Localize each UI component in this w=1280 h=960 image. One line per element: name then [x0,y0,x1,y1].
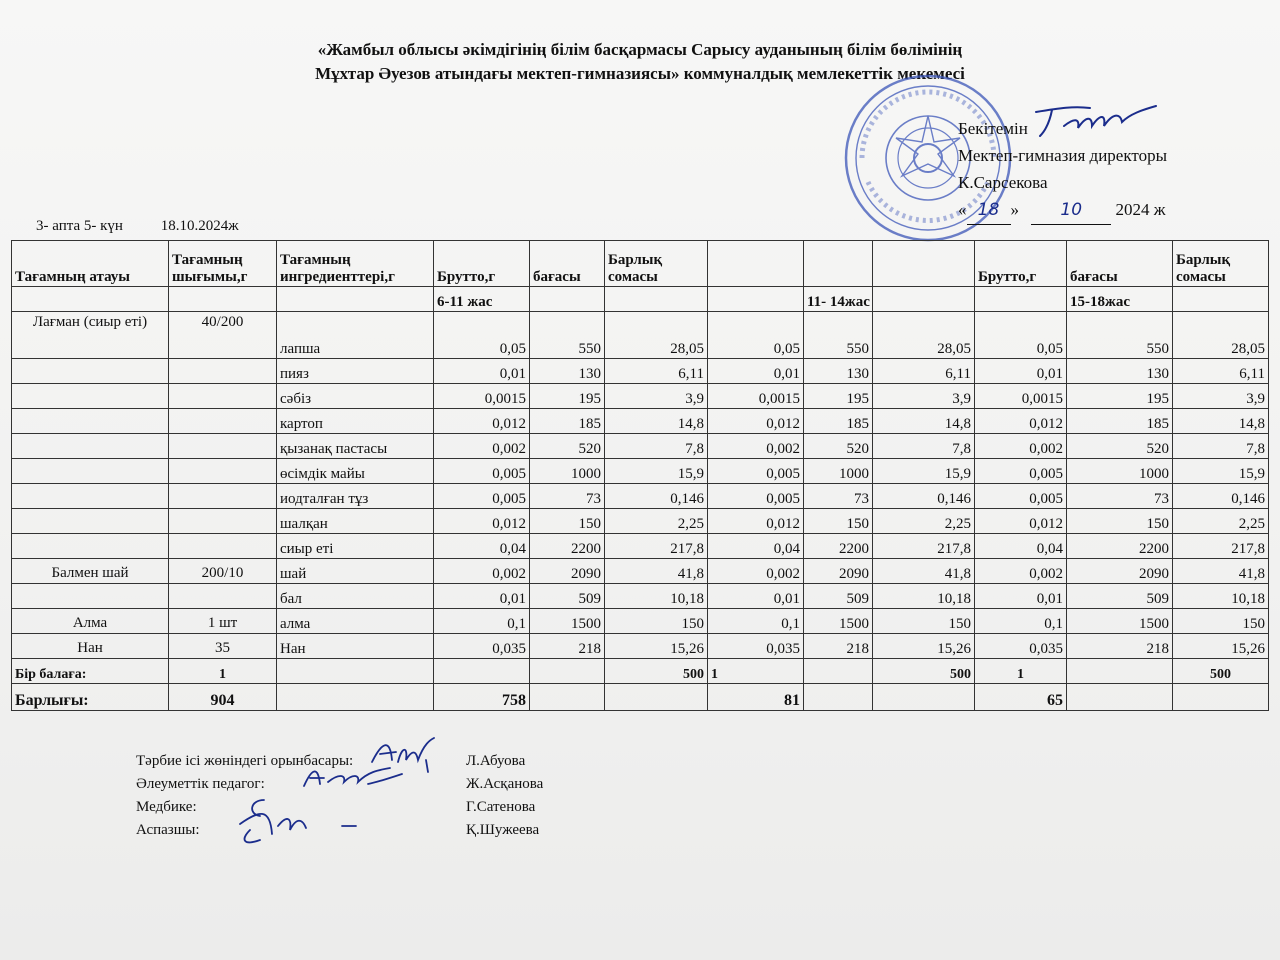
price-3: 1500 [1067,609,1173,634]
gross-3: 0,01 [975,584,1067,609]
total-3: 10,18 [1173,584,1269,609]
price-1: 1500 [530,609,605,634]
per-child-row [12,659,1269,684]
total-3: 15,26 [1173,634,1269,659]
price-3: 73 [1067,484,1173,509]
dish-yield [169,434,277,459]
price-2: 195 [804,384,873,409]
signature-name: Л.Абуова [466,753,526,769]
price-1: 520 [530,434,605,459]
signature-role: Аспазшы: [136,822,200,838]
age-group-1: 6-11 жас [434,287,530,312]
gross-1: 0,005 [434,484,530,509]
gross-1: 0,012 [434,509,530,534]
total-1: 150 [605,609,708,634]
dish-name: Балмен шай [12,559,169,584]
table-row [12,359,1269,384]
ingredient-name: иодталған тұз [277,484,434,509]
price-3: 509 [1067,584,1173,609]
per-child-sum-3: 500 [1173,659,1269,684]
total-value-4: 65 [975,684,1067,711]
gross-2: 0,005 [708,484,804,509]
dish-name [12,534,169,559]
signature-row [136,796,566,819]
dish-yield [169,459,277,484]
price-3: 2090 [1067,559,1173,584]
age-group-2: 11- 14жас [804,287,873,312]
ingredient-name: қызанақ пастасы [277,434,434,459]
dish-yield: 1 шт [169,609,277,634]
header-price-3: бағасы [1067,241,1173,287]
dish-name [12,409,169,434]
per-child-sum-2: 500 [873,659,975,684]
signature-role: Әлеуметтік педагог: [136,776,265,792]
menu-table [11,240,1269,711]
ingredient-name: картоп [277,409,434,434]
gross-2: 0,04 [708,534,804,559]
table-row [12,559,1269,584]
table-row [12,484,1269,509]
gross-2: 0,1 [708,609,804,634]
price-1: 185 [530,409,605,434]
approval-director-name: К.Сарсекова [958,173,1048,192]
gross-2: 0,05 [708,312,804,359]
gross-3: 0,005 [975,459,1067,484]
gross-3: 0,002 [975,559,1067,584]
gross-3: 0,002 [975,434,1067,459]
gross-2: 0,01 [708,359,804,384]
approval-position: Мектеп-гимназия директоры [958,146,1168,165]
dish-name [12,459,169,484]
price-2: 218 [804,634,873,659]
dish-yield [169,409,277,434]
header-total-3: Барлық сомасы [1173,241,1269,287]
approval-day: 18 [977,200,1000,220]
gross-2: 0,002 [708,559,804,584]
dish-yield: 200/10 [169,559,277,584]
total-2: 10,18 [873,584,975,609]
total-3: 14,8 [1173,409,1269,434]
price-2: 509 [804,584,873,609]
total-1: 10,18 [605,584,708,609]
total-1: 41,8 [605,559,708,584]
signature-name: Ж.Асқанова [466,776,544,792]
total-3: 28,05 [1173,312,1269,359]
approval-label: Бекітемін [958,119,1028,138]
age-group-row [12,287,1269,312]
total-1: 15,9 [605,459,708,484]
title-line-2: Мұхтар Әуезов атындағы мектеп-гимназиясы» коммуналдық мемлекеттік мекемесі [315,64,965,83]
price-3: 520 [1067,434,1173,459]
total-3: 3,9 [1173,384,1269,409]
approval-block [958,115,1167,225]
document-title [0,38,1280,86]
dish-name [12,484,169,509]
total-3: 7,8 [1173,434,1269,459]
dish-name [12,384,169,409]
total-3: 150 [1173,609,1269,634]
gross-3: 0,0015 [975,384,1067,409]
table-row [12,384,1269,409]
total-2: 0,146 [873,484,975,509]
total-3: 217,8 [1173,534,1269,559]
total-1: 28,05 [605,312,708,359]
total-2: 41,8 [873,559,975,584]
total-2: 150 [873,609,975,634]
gross-2: 0,035 [708,634,804,659]
header-price: бағасы [530,241,605,287]
total-2: 217,8 [873,534,975,559]
price-1: 509 [530,584,605,609]
age-group-3: 15-18жас [1067,287,1173,312]
price-1: 73 [530,484,605,509]
price-1: 2090 [530,559,605,584]
per-child-count-2: 1 [708,659,804,684]
total-2: 15,26 [873,634,975,659]
total-2: 2,25 [873,509,975,534]
ingredient-name: өсімдік майы [277,459,434,484]
ingredient-name: шалқан [277,509,434,534]
gross-2: 0,0015 [708,384,804,409]
gross-2: 0,012 [708,509,804,534]
price-2: 1500 [804,609,873,634]
total-1: 6,11 [605,359,708,384]
price-3: 2200 [1067,534,1173,559]
gross-3: 0,012 [975,409,1067,434]
gross-3: 0,012 [975,509,1067,534]
ingredient-name: алма [277,609,434,634]
gross-1: 0,04 [434,534,530,559]
gross-1: 0,1 [434,609,530,634]
price-3: 218 [1067,634,1173,659]
price-2: 550 [804,312,873,359]
total-1: 3,9 [605,384,708,409]
dish-yield: 35 [169,634,277,659]
price-3: 195 [1067,384,1173,409]
gross-1: 0,0015 [434,384,530,409]
gross-3: 0,04 [975,534,1067,559]
gross-3: 0,05 [975,312,1067,359]
signature-row [136,750,566,773]
gross-2: 0,002 [708,434,804,459]
dish-yield [169,509,277,534]
header-gross-3: Брутто,г [975,241,1067,287]
menu-date: 18.10.2024ж [160,218,239,234]
header-dish-name: Тағамның атауы [12,241,169,287]
price-3: 185 [1067,409,1173,434]
price-2: 150 [804,509,873,534]
price-3: 150 [1067,509,1173,534]
title-line-1: «Жамбыл облысы әкімдігінің білім басқармасы Сарысу ауданының білім бөлімінің [317,40,963,59]
total-2: 3,9 [873,384,975,409]
gross-2: 0,005 [708,459,804,484]
gross-1: 0,005 [434,459,530,484]
total-2: 28,05 [873,312,975,359]
price-1: 550 [530,312,605,359]
ingredient-name: Нан [277,634,434,659]
gross-1: 0,01 [434,359,530,384]
signature-row [136,819,566,842]
price-1: 195 [530,384,605,409]
total-value-2: 758 [434,684,530,711]
ingredient-name: сиыр еті [277,534,434,559]
per-child-label: Бір балаға: [12,659,169,684]
price-2: 73 [804,484,873,509]
per-child-sum-1: 500 [605,659,708,684]
gross-1: 0,012 [434,409,530,434]
table-row [12,509,1269,534]
total-1: 0,146 [605,484,708,509]
price-2: 2200 [804,534,873,559]
table-row [12,434,1269,459]
signature-name: Г.Сатенова [466,799,536,815]
total-3: 41,8 [1173,559,1269,584]
gross-1: 0,002 [434,434,530,459]
gross-3: 0,005 [975,484,1067,509]
date-open-quote: « [958,200,967,219]
dish-name: Лағман (сиыр еті) [12,312,169,359]
gross-1: 0,002 [434,559,530,584]
total-1: 14,8 [605,409,708,434]
dish-name: Алма [12,609,169,634]
table-row [12,459,1269,484]
total-1: 2,25 [605,509,708,534]
ingredient-name: лапша [277,312,434,359]
date-close-quote: » [1010,200,1019,219]
price-2: 1000 [804,459,873,484]
table-row [12,312,1269,359]
total-1: 15,26 [605,634,708,659]
dish-yield [169,384,277,409]
week-day: 3- апта 5- күн [36,218,123,234]
signatures-block [136,750,566,842]
price-3: 1000 [1067,459,1173,484]
approval-date [958,196,1167,225]
gross-3: 0,035 [975,634,1067,659]
header-total: Барлық сомасы [605,241,708,287]
dish-yield [169,484,277,509]
price-2: 520 [804,434,873,459]
gross-1: 0,05 [434,312,530,359]
gross-2: 0,012 [708,409,804,434]
price-1: 150 [530,509,605,534]
ingredient-name: бал [277,584,434,609]
ingredient-name: пияз [277,359,434,384]
total-3: 15,9 [1173,459,1269,484]
price-2: 2090 [804,559,873,584]
approval-year: 2024 ж [1115,200,1166,219]
table-row [12,534,1269,559]
price-1: 1000 [530,459,605,484]
dish-yield [169,584,277,609]
dish-yield: 40/200 [169,312,277,359]
table-row [12,609,1269,634]
header-dish-yield: Тағамның шығымы,г [169,241,277,287]
ingredient-name: шай [277,559,434,584]
gross-3: 0,1 [975,609,1067,634]
price-2: 130 [804,359,873,384]
price-3: 130 [1067,359,1173,384]
dish-yield [169,534,277,559]
dish-name [12,509,169,534]
total-1: 7,8 [605,434,708,459]
signature-role: Медбике: [136,799,197,815]
gross-1: 0,035 [434,634,530,659]
price-1: 218 [530,634,605,659]
dish-name [12,359,169,384]
gross-2: 0,01 [708,584,804,609]
table-row [12,634,1269,659]
total-3: 0,146 [1173,484,1269,509]
total-3: 6,11 [1173,359,1269,384]
ingredient-name: сәбіз [277,384,434,409]
dish-name [12,434,169,459]
total-row [12,684,1269,711]
total-label: Барлығы: [12,684,169,711]
header-ingredients: Тағамның ингредиенттері,г [277,241,434,287]
gross-1: 0,01 [434,584,530,609]
total-1: 217,8 [605,534,708,559]
price-1: 130 [530,359,605,384]
price-2: 185 [804,409,873,434]
week-info [36,218,273,235]
approval-month: 10 [1060,200,1083,220]
per-child-count: 1 [169,659,277,684]
per-child-count-3: 1 [975,659,1067,684]
table-row [12,409,1269,434]
dish-name: Нан [12,634,169,659]
price-3: 550 [1067,312,1173,359]
signature-row [136,773,566,796]
dish-yield [169,359,277,384]
total-3: 2,25 [1173,509,1269,534]
table-row [12,584,1269,609]
total-value-1: 904 [169,684,277,711]
gross-3: 0,01 [975,359,1067,384]
total-2: 15,9 [873,459,975,484]
signature-name: Қ.Шужеева [466,822,540,838]
dish-name [12,584,169,609]
total-2: 7,8 [873,434,975,459]
header-gross: Брутто,г [434,241,530,287]
signature-role: Тәрбие ісі жөніндегі орынбасары: [136,753,354,769]
total-2: 6,11 [873,359,975,384]
total-2: 14,8 [873,409,975,434]
table-header-row [12,241,1269,287]
total-value-3: 81 [708,684,804,711]
price-1: 2200 [530,534,605,559]
